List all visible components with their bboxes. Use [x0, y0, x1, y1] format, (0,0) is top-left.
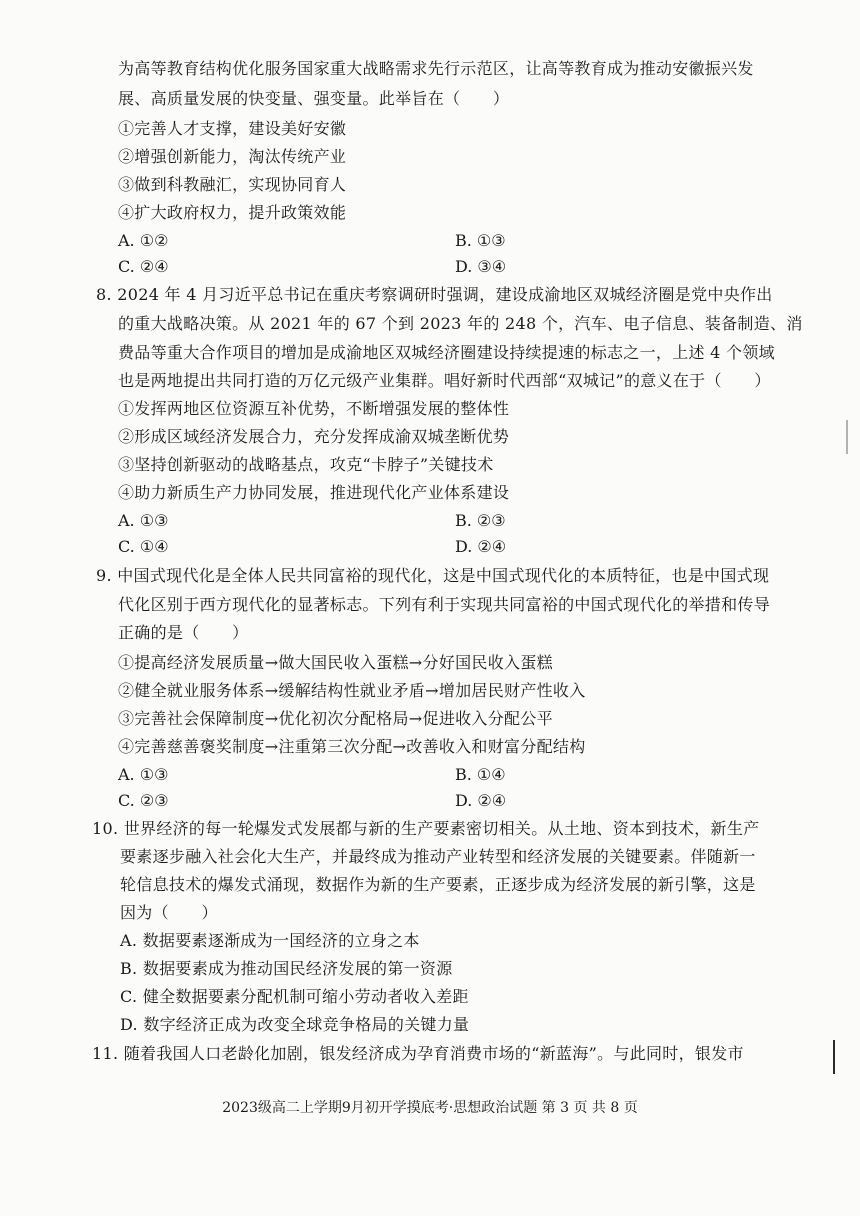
q7-item-2: ②增强创新能力，淘汰传统产业 — [118, 147, 347, 166]
q9-option-c: C. ②③ — [118, 791, 169, 810]
q10-option-c: C. 健全数据要素分配机制可缩小劳动者收入差距 — [120, 987, 469, 1006]
scan-mark — [846, 420, 848, 454]
q10-option-d: D. 数字经济正成为改变全球竞争格局的关键力量 — [120, 1015, 470, 1034]
q7-option-d: D. ③④ — [455, 257, 507, 276]
q9-item-3: ③完善社会保障制度→优化初次分配格局→促进收入分配公平 — [118, 709, 553, 728]
q9-stem-line-3: 正确的是（ ） — [118, 623, 249, 642]
q9-stem-line-2: 代化区别于西方现代化的显著标志。下列有利于实现共同富裕的中国式现代化的举措和传导 — [118, 595, 771, 614]
q7-item-3: ③做到科教融汇，实现协同育人 — [118, 175, 347, 194]
q10-stem-line-3: 轮信息技术的爆发式涌现，数据作为新的生产要素，正逐步成为经济发展的新引擎，这是 — [120, 875, 756, 894]
q10-option-a: A. 数据要素逐渐成为一国经济的立身之本 — [120, 931, 420, 950]
q9-item-2: ②健全就业服务体系→缓解结构性就业矛盾→增加居民财产性收入 — [118, 681, 586, 700]
q7-option-a: A. ①② — [118, 231, 169, 250]
q8-option-a: A. ①③ — [118, 511, 169, 530]
q7-stem-line-2: 展、高质量发展的快变量、强变量。此举旨在（ ） — [118, 89, 510, 108]
q8-stem-line-4: 也是两地提出共同打造的万亿元级产业集群。唱好新时代西部“双城记”的意义在于（ ） — [118, 371, 771, 390]
scan-mark — [833, 1040, 835, 1074]
q7-item-4: ④扩大政府权力，提升政策效能 — [118, 203, 347, 222]
q7-item-1: ①完善人才支撑，建设美好安徽 — [118, 119, 347, 138]
q8-option-c: C. ①④ — [118, 537, 169, 556]
q9-option-b: B. ①④ — [455, 765, 506, 784]
q9-item-4: ④完善慈善褒奖制度→注重第三次分配→改善收入和财富分配结构 — [118, 737, 586, 756]
page-footer: 2023级高二上学期9月初开学摸底考·思想政治试题 第 3 页 共 8 页 — [222, 1100, 638, 1116]
q7-option-c: C. ②④ — [118, 257, 169, 276]
q8-stem-line-1: 8. 2024 年 4 月习近平总书记在重庆考察调研时强调，建设成渝地区双城经济圈是党中央作出 — [96, 285, 773, 304]
q10-option-b: B. 数据要素成为推动国民经济发展的第一资源 — [120, 959, 453, 978]
q8-option-b: B. ②③ — [455, 511, 506, 530]
q9-option-d: D. ②④ — [455, 791, 507, 810]
q7-stem-line-1: 为高等教育结构优化服务国家重大战略需求先行示范区，让高等教育成为推动安徽振兴发 — [118, 59, 754, 78]
q8-stem-line-2: 的重大战略决策。从 2021 年的 67 个到 2023 年的 248 个，汽车、电子信息、装备制造、消 — [118, 314, 803, 333]
q11-stem-line-1: 11. 随着我国人口老龄化加剧，银发经济成为孕育消费市场的“新蓝海”。与此同时，银发市 — [92, 1044, 744, 1063]
q8-item-3: ③坚持创新驱动的战略基点，攻克“卡脖子”关键技术 — [118, 455, 494, 474]
q9-item-1: ①提高经济发展质量→做大国民收入蛋糕→分好国民收入蛋糕 — [118, 653, 553, 672]
q8-option-d: D. ②④ — [455, 537, 507, 556]
q8-item-1: ①发挥两地区位资源互补优势，不断增强发展的整体性 — [118, 399, 510, 418]
q8-stem-line-3: 费品等重大合作项目的增加是成渝地区双城经济圈建设持续提速的标志之一，上述 4 个领域 — [118, 343, 775, 362]
q9-option-a: A. ①③ — [118, 765, 169, 784]
q9-stem-line-1: 9. 中国式现代化是全体人民共同富裕的现代化，这是中国式现代化的本质特征，也是中国式现 — [96, 566, 770, 585]
q10-stem-line-2: 要素逐步融入社会化大生产，并最终成为推动产业转型和经济发展的关键要素。伴随新一 — [120, 847, 756, 866]
q8-item-2: ②形成区域经济发展合力，充分发挥成渝双城垄断优势 — [118, 427, 510, 446]
q10-stem-line-4: 因为（ ） — [120, 903, 218, 922]
q10-stem-line-1: 10. 世界经济的每一轮爆发式发展都与新的生产要素密切相关。从土地、资本到技术，新生产 — [92, 819, 760, 838]
q7-option-b: B. ①③ — [455, 231, 506, 250]
q8-item-4: ④助力新质生产力协同发展，推进现代化产业体系建设 — [118, 483, 510, 502]
